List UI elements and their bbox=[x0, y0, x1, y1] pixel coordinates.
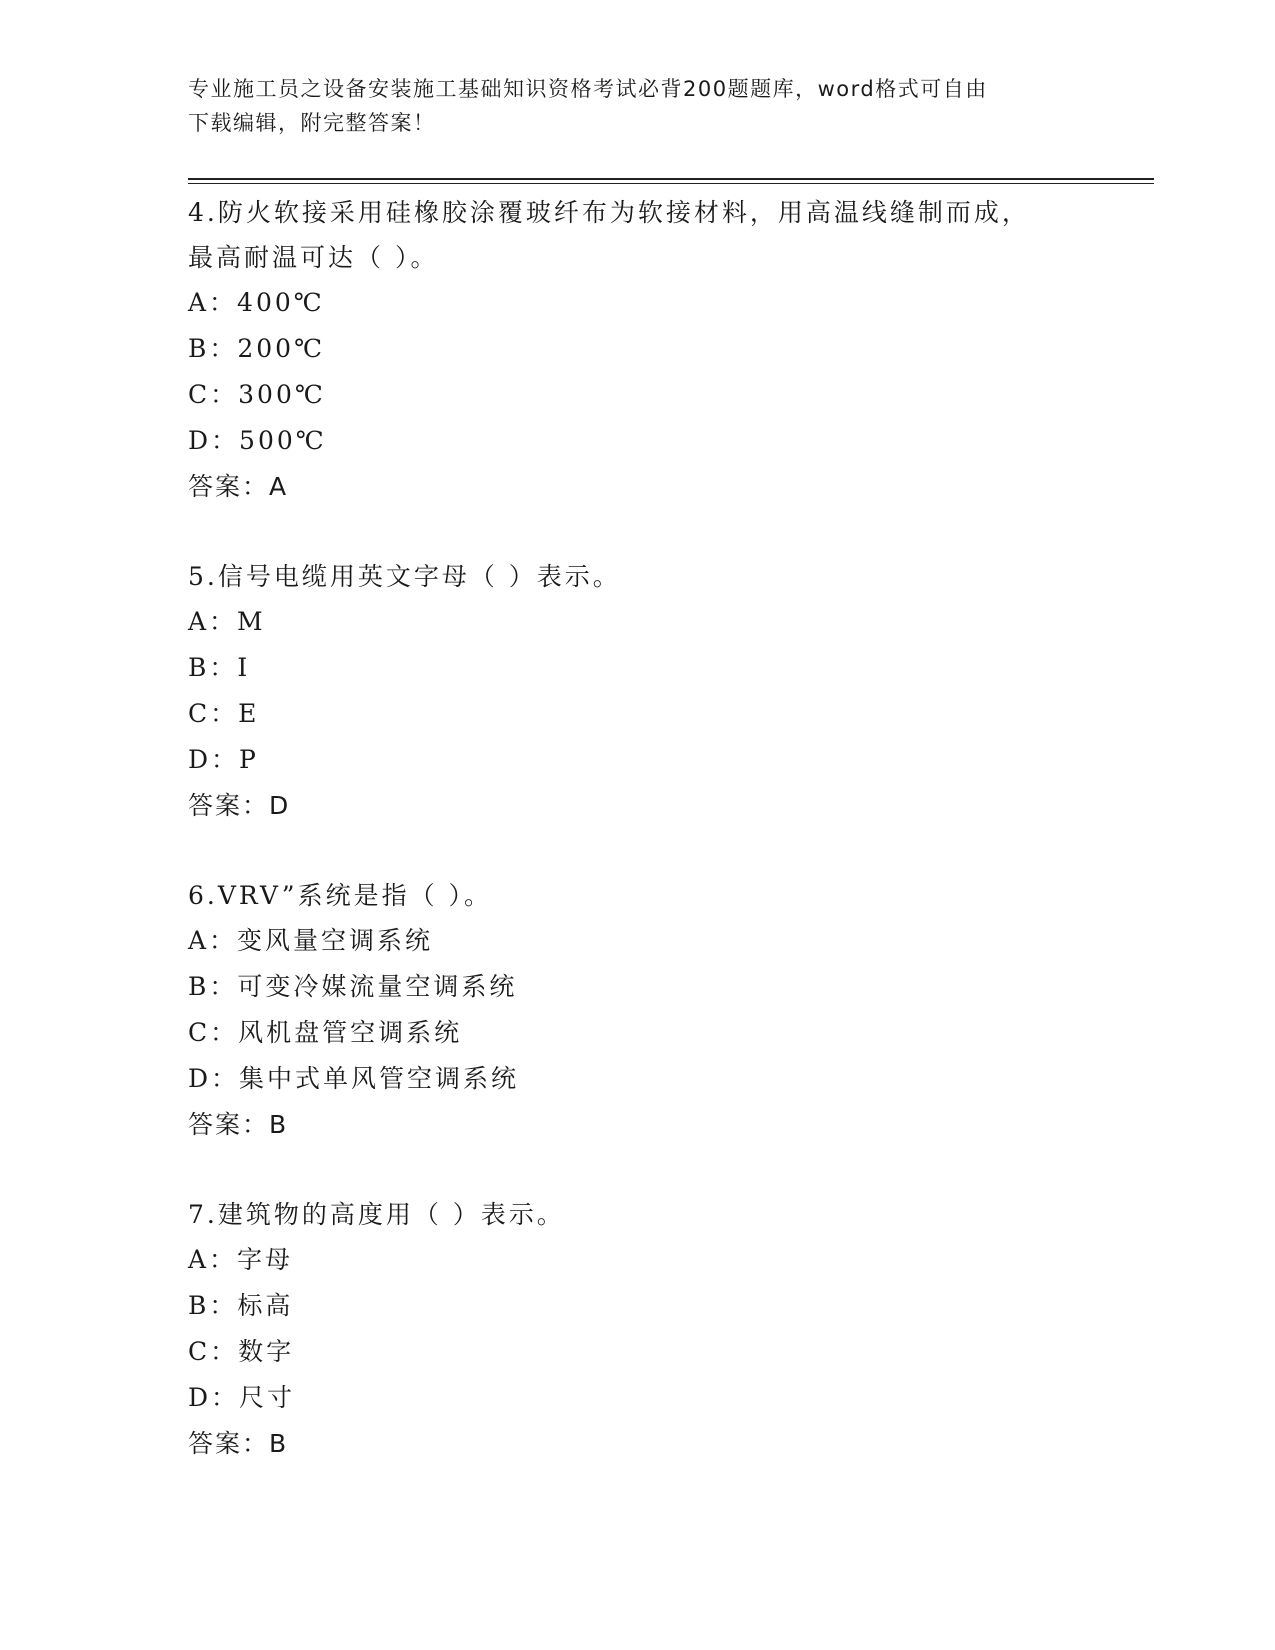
question-stem: 4.防火软接采用硅橡胶涂覆玻纤布为软接材料，用高温线缝制而成， bbox=[188, 198, 1030, 227]
answer-label: 答案：B bbox=[188, 1429, 289, 1458]
option-a: A：变风量空调系统 bbox=[188, 926, 434, 955]
question-list bbox=[188, 190, 1068, 1511]
option-c: C：风机盘管空调系统 bbox=[188, 1018, 463, 1047]
option-d: D：尺寸 bbox=[188, 1383, 296, 1412]
option-d: D：集中式单风管空调系统 bbox=[188, 1064, 520, 1093]
option-b: B：I bbox=[188, 653, 251, 682]
option-b: B：200℃ bbox=[188, 334, 326, 363]
option-a: A：M bbox=[188, 607, 266, 636]
question-6 bbox=[188, 873, 1068, 1148]
answer-label: 答案：D bbox=[188, 791, 291, 820]
header-divider-thin bbox=[188, 183, 1154, 184]
question-7 bbox=[188, 1192, 1068, 1467]
document-title-line-2: 下载编辑，附完整答案！ bbox=[188, 111, 436, 135]
question-stem: 7.建筑物的高度用（ ）表示。 bbox=[188, 1200, 565, 1229]
header-divider-thick bbox=[188, 178, 1154, 180]
option-c: C：数字 bbox=[188, 1337, 295, 1366]
document-title bbox=[188, 72, 1068, 140]
document-title-line-1: 专业施工员之设备安装施工基础知识资格考试必背200题题库，word格式可自由 bbox=[188, 77, 988, 101]
question-4 bbox=[188, 190, 1068, 510]
question-stem-continued: 最高耐温可达（ ）。 bbox=[188, 243, 439, 272]
option-c: C：E bbox=[188, 699, 260, 728]
answer-label: 答案：A bbox=[188, 472, 289, 501]
option-b: B：标高 bbox=[188, 1291, 294, 1320]
option-d: D：500℃ bbox=[188, 426, 327, 455]
option-a: A：400℃ bbox=[188, 288, 325, 317]
question-5 bbox=[188, 554, 1068, 829]
option-a: A：字母 bbox=[188, 1245, 294, 1274]
answer-label: 答案：B bbox=[188, 1110, 289, 1139]
question-stem: 6.VRV”系统是指（ ）。 bbox=[188, 881, 493, 910]
option-d: D：P bbox=[188, 745, 259, 774]
option-c: C：300℃ bbox=[188, 380, 326, 409]
option-b: B：可变冷媒流量空调系统 bbox=[188, 972, 518, 1001]
question-stem: 5.信号电缆用英文字母（ ）表示。 bbox=[188, 562, 621, 591]
